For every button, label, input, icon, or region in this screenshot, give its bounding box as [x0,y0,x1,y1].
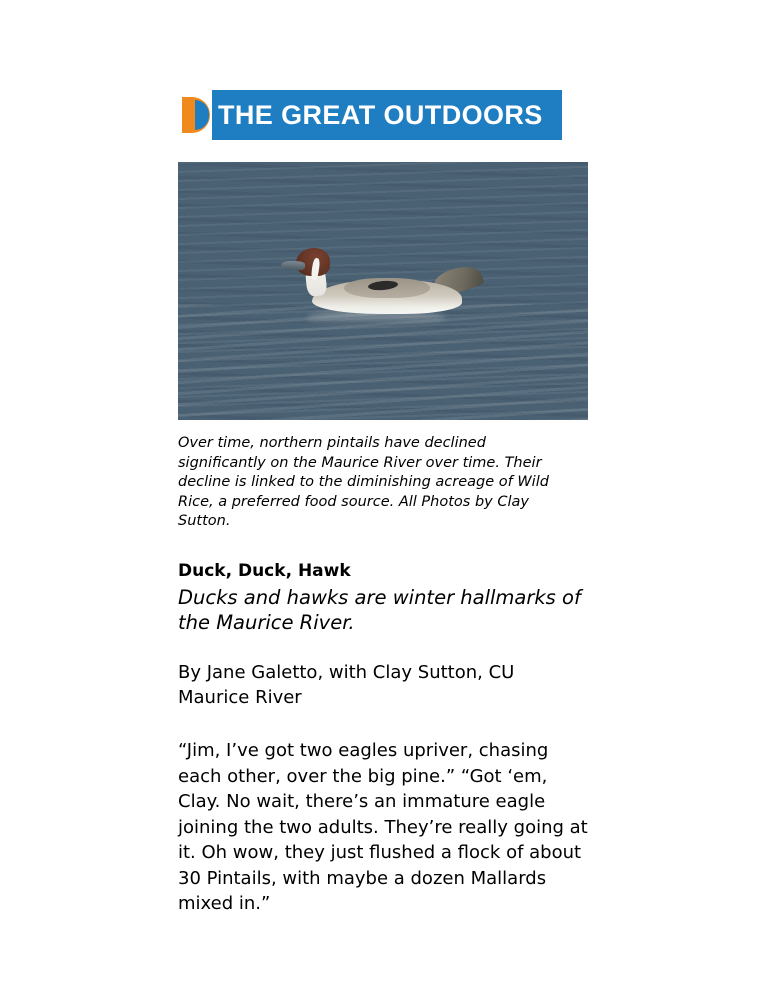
pintail-duck-figure [286,248,476,326]
orange-half-circle-logo-icon [178,90,212,140]
article-headline: Duck, Duck, Hawk [178,560,351,581]
photo-caption: Over time, northern pintails have declined significantly on the Maurice River over time. Their decline is linked to the diminishing acreage of Wild Rice, a preferred food source. All Photos by Clay Sutton. [178,435,549,530]
article-byline: By Jane Galetto, with Clay Sutton, CU Maurice River [178,662,515,708]
article-photo [178,162,588,420]
masthead-title: THE GREAT OUTDOORS [218,99,543,130]
article-subhead: Ducks and hawks are winter hallmarks of the Maurice River. [178,585,581,635]
masthead-banner [178,90,562,140]
article-body-paragraph: “Jim, I’ve got two eagles upriver, chasing each other, over the big pine.” “Got ‘em, Clay. No wait, there’s an immature eagle joining the two adults. They’re really going at it. Oh wow, they just flushed a flock of about 30 Pintails, with maybe a dozen Mallards mixed in.” [178,740,588,915]
article-body [178,738,590,917]
article-content [178,90,598,917]
